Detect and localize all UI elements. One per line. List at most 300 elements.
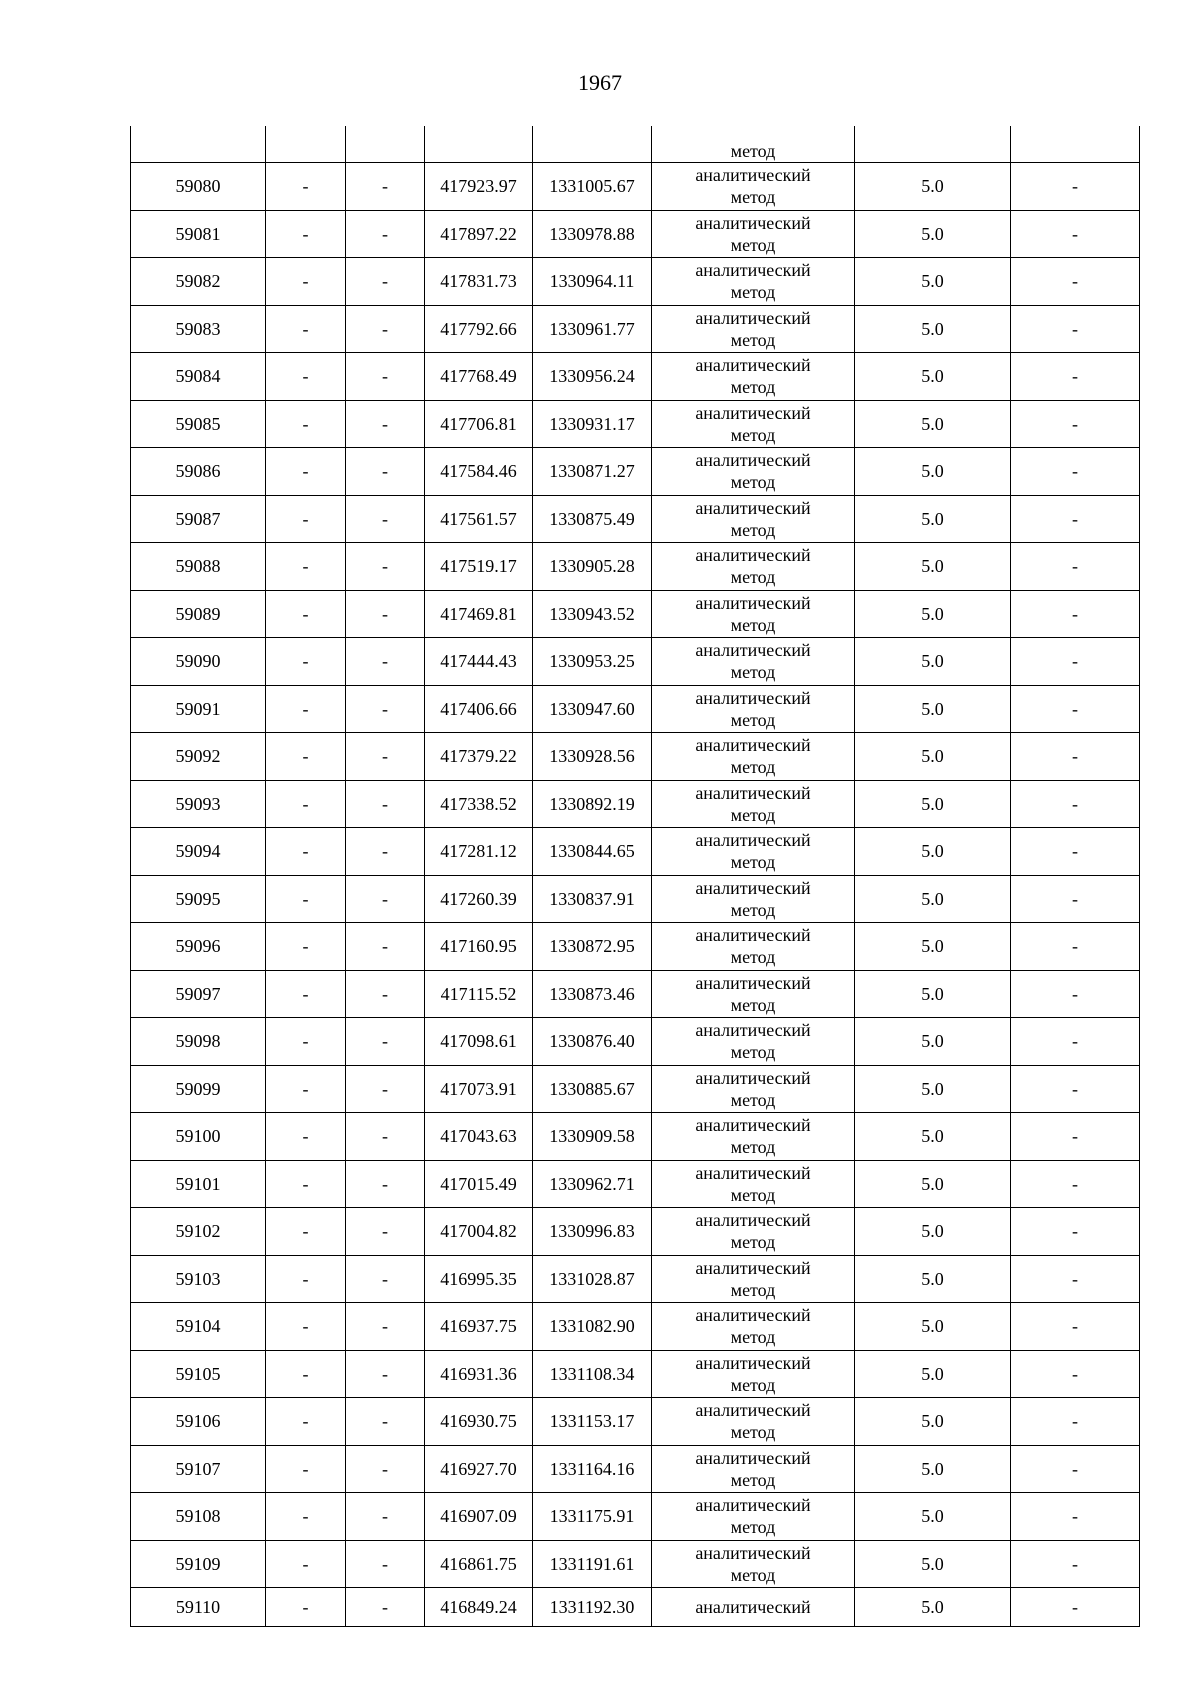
method-cell — [652, 1445, 855, 1493]
dash-cell: - — [346, 638, 425, 686]
dash-cell: - — [346, 970, 425, 1018]
method-line-1: аналитический — [695, 260, 811, 281]
y-coordinate-cell: 1330962.71 — [533, 1160, 652, 1208]
x-coordinate-cell: 417444.43 — [425, 638, 533, 686]
dash-cell: - — [1011, 163, 1140, 211]
x-coordinate-cell: 416937.75 — [425, 1303, 533, 1351]
dash-cell: - — [266, 353, 346, 401]
method-line-1: аналитический — [695, 1210, 811, 1231]
point-id-cell: 59087 — [131, 495, 266, 543]
y-coordinate-cell: 1330956.24 — [533, 353, 652, 401]
dash-cell: - — [1011, 1540, 1140, 1588]
point-id-cell: 59096 — [131, 923, 266, 971]
method-cell — [652, 448, 855, 496]
dash-cell: - — [1011, 970, 1140, 1018]
accuracy-cell: 5.0 — [855, 1540, 1011, 1588]
dash-cell: - — [346, 733, 425, 781]
method-line-2: метод — [730, 1374, 776, 1395]
x-coordinate-cell: 416930.75 — [425, 1398, 533, 1446]
dash-cell: - — [266, 1398, 346, 1446]
point-id-cell: 59083 — [131, 305, 266, 353]
method-line-2: метод — [730, 1232, 776, 1253]
dash-cell: - — [1011, 1445, 1140, 1493]
table-row — [131, 163, 1140, 211]
dash-cell: - — [1011, 543, 1140, 591]
x-coordinate-cell: 417561.57 — [425, 495, 533, 543]
point-id-cell: 59082 — [131, 258, 266, 306]
dash-cell: - — [346, 685, 425, 733]
point-id-cell: 59080 — [131, 163, 266, 211]
method-line-1: аналитический — [695, 165, 811, 186]
dash-cell: - — [346, 780, 425, 828]
table-row — [131, 1018, 1140, 1066]
dash-cell: - — [1011, 1303, 1140, 1351]
y-coordinate-cell: 1331082.90 — [533, 1303, 652, 1351]
x-coordinate-cell: 416927.70 — [425, 1445, 533, 1493]
point-id-cell: 59100 — [131, 1113, 266, 1161]
method-line-2: метод — [730, 329, 776, 350]
point-id-cell: 59091 — [131, 685, 266, 733]
dash-cell: - — [346, 543, 425, 591]
dash-cell: - — [1011, 400, 1140, 448]
accuracy-cell: 5.0 — [855, 780, 1011, 828]
y-coordinate-cell: 1331005.67 — [533, 163, 652, 211]
dash-cell: - — [1011, 638, 1140, 686]
method-line-2: метод — [730, 662, 776, 683]
dash-cell: - — [1011, 1018, 1140, 1066]
method-line-2: метод — [730, 804, 776, 825]
dash-cell: - — [346, 875, 425, 923]
x-coordinate-cell: 417469.81 — [425, 590, 533, 638]
dash-cell: - — [346, 1303, 425, 1351]
dash-cell: - — [266, 638, 346, 686]
point-id-cell: 59107 — [131, 1445, 266, 1493]
x-coordinate-cell: 417706.81 — [425, 400, 533, 448]
dash-cell: - — [1011, 685, 1140, 733]
x-coordinate-cell: 417768.49 — [425, 353, 533, 401]
y-coordinate-cell: 1330872.95 — [533, 923, 652, 971]
method-line-1: аналитический — [695, 1597, 811, 1617]
dash-cell: - — [346, 923, 425, 971]
method-line-2: метод — [730, 994, 776, 1015]
coordinates-table — [130, 126, 1140, 1627]
table-row — [131, 543, 1140, 591]
x-coordinate-cell: 417281.12 — [425, 828, 533, 876]
method-cell — [652, 685, 855, 733]
x-coordinate-cell: 417338.52 — [425, 780, 533, 828]
dash-cell: - — [346, 1350, 425, 1398]
dash-cell: - — [346, 353, 425, 401]
method-cell — [652, 1208, 855, 1256]
y-coordinate-cell: 1330928.56 — [533, 733, 652, 781]
method-line-1: аналитический — [695, 592, 811, 613]
method-cell — [652, 163, 855, 211]
method-line-2: метод — [730, 1137, 776, 1158]
method-cell — [652, 875, 855, 923]
table-row — [131, 1398, 1140, 1446]
method-line-1: аналитический — [695, 450, 811, 471]
x-coordinate-cell: 416907.09 — [425, 1493, 533, 1541]
method-line-2: метод — [730, 1422, 776, 1443]
accuracy-cell: 5.0 — [855, 1160, 1011, 1208]
x-coordinate-cell: 417519.17 — [425, 543, 533, 591]
table-row — [131, 1350, 1140, 1398]
dash-cell: - — [346, 448, 425, 496]
dash-cell: - — [1011, 495, 1140, 543]
dash-cell: - — [1011, 828, 1140, 876]
dash-cell: - — [266, 828, 346, 876]
method-line-2: метод — [730, 282, 776, 303]
y-coordinate-cell: 1331028.87 — [533, 1255, 652, 1303]
accuracy-cell: 5.0 — [855, 1445, 1011, 1493]
y-coordinate-cell: 1330931.17 — [533, 400, 652, 448]
dash-cell: - — [346, 1065, 425, 1113]
accuracy-cell: 5.0 — [855, 258, 1011, 306]
dash-cell: - — [266, 590, 346, 638]
method-cell — [652, 638, 855, 686]
dash-cell: - — [346, 305, 425, 353]
method-line-1: аналитический — [695, 1067, 811, 1088]
accuracy-cell: 5.0 — [855, 210, 1011, 258]
x-coordinate-cell: 417015.49 — [425, 1160, 533, 1208]
dash-cell: - — [266, 448, 346, 496]
y-coordinate-cell: 1330844.65 — [533, 828, 652, 876]
page-number: 1967 — [578, 70, 622, 95]
y-coordinate-cell: 1330961.77 — [533, 305, 652, 353]
point-id-cell: 59101 — [131, 1160, 266, 1208]
dash-cell: - — [1011, 1493, 1140, 1541]
method-line-1: аналитический — [695, 925, 811, 946]
method-cell — [652, 495, 855, 543]
accuracy-cell: 5.0 — [855, 685, 1011, 733]
table-row — [131, 305, 1140, 353]
method-cell — [652, 1588, 855, 1627]
dash-cell: - — [346, 400, 425, 448]
y-coordinate-cell: 1330943.52 — [533, 590, 652, 638]
dash-cell: - — [1011, 780, 1140, 828]
dash-cell: - — [346, 1540, 425, 1588]
dash-cell: - — [1011, 733, 1140, 781]
x-coordinate-cell: 417160.95 — [425, 923, 533, 971]
table-row — [131, 828, 1140, 876]
accuracy-cell: 5.0 — [855, 543, 1011, 591]
dash-cell: - — [1011, 1208, 1140, 1256]
dash-cell: - — [346, 590, 425, 638]
point-id-cell: 59088 — [131, 543, 266, 591]
dash-cell: - — [346, 1018, 425, 1066]
dash-cell: - — [266, 1255, 346, 1303]
y-coordinate-cell: 1330837.91 — [533, 875, 652, 923]
x-coordinate-cell: 416849.24 — [425, 1588, 533, 1627]
method-line-1: аналитический — [695, 1162, 811, 1183]
method-line-1: аналитический — [695, 212, 811, 233]
dash-cell: - — [266, 1113, 346, 1161]
method-line-1: аналитический — [695, 972, 811, 993]
y-coordinate-cell: 1331175.91 — [533, 1493, 652, 1541]
point-id-cell: 59106 — [131, 1398, 266, 1446]
method-line-2: метод — [730, 187, 776, 208]
table-row — [131, 638, 1140, 686]
accuracy-cell: 5.0 — [855, 1255, 1011, 1303]
method-line-1: аналитический — [695, 830, 811, 851]
dash-cell: - — [346, 1208, 425, 1256]
method-line-1: аналитический — [695, 687, 811, 708]
dash-cell: - — [266, 1493, 346, 1541]
accuracy-cell: 5.0 — [855, 590, 1011, 638]
table-row — [131, 210, 1140, 258]
method-cell — [652, 258, 855, 306]
method-cell — [652, 353, 855, 401]
method-cell — [652, 1493, 855, 1541]
point-id-cell: 59102 — [131, 1208, 266, 1256]
point-id-cell: 59099 — [131, 1065, 266, 1113]
table-row — [131, 780, 1140, 828]
method-cell — [652, 1350, 855, 1398]
x-coordinate-cell: 417584.46 — [425, 448, 533, 496]
method-cell — [652, 400, 855, 448]
table-row — [131, 733, 1140, 781]
continuation-row — [131, 126, 1140, 163]
point-id-cell: 59104 — [131, 1303, 266, 1351]
dash-cell: - — [266, 1350, 346, 1398]
dash-cell: - — [346, 1255, 425, 1303]
y-coordinate-cell: 1330905.28 — [533, 543, 652, 591]
point-id-cell: 59097 — [131, 970, 266, 1018]
method-line-1: аналитический — [695, 1020, 811, 1041]
method-line-2: метод — [730, 1279, 776, 1300]
accuracy-cell: 5.0 — [855, 1208, 1011, 1256]
table-row — [131, 400, 1140, 448]
method-line-1: аналитический — [695, 1305, 811, 1326]
dash-cell: - — [1011, 1350, 1140, 1398]
x-coordinate-cell: 416931.36 — [425, 1350, 533, 1398]
method-line-1: аналитический — [695, 877, 811, 898]
accuracy-cell: 5.0 — [855, 1350, 1011, 1398]
dash-cell: - — [1011, 1113, 1140, 1161]
dash-cell: - — [266, 1208, 346, 1256]
accuracy-cell: 5.0 — [855, 400, 1011, 448]
x-coordinate-cell: 417098.61 — [425, 1018, 533, 1066]
method-line-2: метод — [730, 1327, 776, 1348]
method-line-1: аналитический — [695, 1352, 811, 1373]
method-line-1: аналитический — [695, 355, 811, 376]
method-line-1: аналитический — [695, 1257, 811, 1278]
table-row — [131, 685, 1140, 733]
table-row — [131, 1303, 1140, 1351]
method-cell: метод — [652, 126, 855, 163]
method-cell — [652, 1255, 855, 1303]
accuracy-cell: 5.0 — [855, 1398, 1011, 1446]
dash-cell: - — [346, 1445, 425, 1493]
table-row — [131, 923, 1140, 971]
dash-cell: - — [1011, 1065, 1140, 1113]
accuracy-cell: 5.0 — [855, 923, 1011, 971]
y-coordinate-cell: 1330875.49 — [533, 495, 652, 543]
x-coordinate-cell: 417406.66 — [425, 685, 533, 733]
method-line-1: аналитический — [695, 1447, 811, 1468]
table-row — [131, 495, 1140, 543]
dash-cell: - — [1011, 258, 1140, 306]
table-row — [131, 1208, 1140, 1256]
method-cell — [652, 1303, 855, 1351]
point-id-cell: 59105 — [131, 1350, 266, 1398]
x-coordinate-cell: 417260.39 — [425, 875, 533, 923]
dash-cell: - — [346, 1588, 425, 1627]
dash-cell: - — [266, 400, 346, 448]
method-cell — [652, 1018, 855, 1066]
dash-cell: - — [266, 1018, 346, 1066]
point-id-cell: 59095 — [131, 875, 266, 923]
table-row — [131, 1540, 1140, 1588]
method-line-1: аналитический — [695, 1495, 811, 1516]
method-line-2: метод — [730, 852, 776, 873]
y-coordinate-cell: 1330964.11 — [533, 258, 652, 306]
method-line-2: метод — [730, 1089, 776, 1110]
y-coordinate-cell: 1330909.58 — [533, 1113, 652, 1161]
accuracy-cell: 5.0 — [855, 495, 1011, 543]
x-coordinate-cell: 417792.66 — [425, 305, 533, 353]
method-cell — [652, 305, 855, 353]
dash-cell: - — [266, 875, 346, 923]
y-coordinate-cell: 1330871.27 — [533, 448, 652, 496]
table-row — [131, 1113, 1140, 1161]
method-line-1: аналитический — [695, 545, 811, 566]
method-line-2: метод — [730, 757, 776, 778]
table-row — [131, 970, 1140, 1018]
table-row — [131, 353, 1140, 401]
table-row — [131, 1065, 1140, 1113]
y-coordinate-cell: 1331153.17 — [533, 1398, 652, 1446]
y-coordinate-cell: 1330953.25 — [533, 638, 652, 686]
accuracy-cell: 5.0 — [855, 638, 1011, 686]
y-coordinate-cell: 1330873.46 — [533, 970, 652, 1018]
dash-cell: - — [1011, 448, 1140, 496]
dash-cell: - — [266, 733, 346, 781]
method-line-2: метод — [730, 1517, 776, 1538]
dash-cell: - — [1011, 1398, 1140, 1446]
accuracy-cell: 5.0 — [855, 1113, 1011, 1161]
method-line-2: метод — [730, 519, 776, 540]
dash-cell: - — [1011, 1588, 1140, 1627]
dash-cell: - — [346, 210, 425, 258]
method-line-1: аналитический — [695, 1115, 811, 1136]
point-id-cell: 59108 — [131, 1493, 266, 1541]
dash-cell: - — [266, 210, 346, 258]
dash-cell: - — [1011, 875, 1140, 923]
point-id-cell: 59110 — [131, 1588, 266, 1627]
x-coordinate-cell: 417043.63 — [425, 1113, 533, 1161]
method-line-1: аналитический — [695, 497, 811, 518]
x-coordinate-cell: 416995.35 — [425, 1255, 533, 1303]
table-row — [131, 1160, 1140, 1208]
point-id-cell: 59109 — [131, 1540, 266, 1588]
accuracy-cell: 5.0 — [855, 733, 1011, 781]
x-coordinate-cell: 417073.91 — [425, 1065, 533, 1113]
method-cell — [652, 923, 855, 971]
method-cell — [652, 1160, 855, 1208]
accuracy-cell: 5.0 — [855, 1588, 1011, 1627]
y-coordinate-cell: 1330892.19 — [533, 780, 652, 828]
point-id-cell: 59098 — [131, 1018, 266, 1066]
dash-cell: - — [266, 495, 346, 543]
dash-cell: - — [1011, 590, 1140, 638]
method-cell — [652, 1540, 855, 1588]
y-coordinate-cell: 1331108.34 — [533, 1350, 652, 1398]
method-cell — [652, 590, 855, 638]
method-line-1: аналитический — [695, 402, 811, 423]
accuracy-cell: 5.0 — [855, 1493, 1011, 1541]
dash-cell: - — [266, 923, 346, 971]
point-id-cell: 59085 — [131, 400, 266, 448]
dash-cell: - — [266, 1588, 346, 1627]
y-coordinate-cell: 1330996.83 — [533, 1208, 652, 1256]
method-line-1: аналитический — [695, 782, 811, 803]
accuracy-cell: 5.0 — [855, 305, 1011, 353]
method-line-2: метод — [730, 1564, 776, 1585]
accuracy-cell: 5.0 — [855, 875, 1011, 923]
point-id-cell: 59093 — [131, 780, 266, 828]
x-coordinate-cell: 416861.75 — [425, 1540, 533, 1588]
dash-cell: - — [346, 1493, 425, 1541]
point-id-cell: 59092 — [131, 733, 266, 781]
accuracy-cell: 5.0 — [855, 1018, 1011, 1066]
dash-cell: - — [346, 1113, 425, 1161]
point-id-cell: 59086 — [131, 448, 266, 496]
method-line-2: метод — [730, 709, 776, 730]
method-line-1: аналитический — [695, 735, 811, 756]
dash-cell: - — [266, 1160, 346, 1208]
y-coordinate-cell: 1331192.30 — [533, 1588, 652, 1627]
accuracy-cell: 5.0 — [855, 448, 1011, 496]
table-row — [131, 590, 1140, 638]
dash-cell: - — [266, 685, 346, 733]
method-line-2: метод — [730, 1469, 776, 1490]
dash-cell: - — [346, 828, 425, 876]
method-cell — [652, 970, 855, 1018]
method-cell — [652, 543, 855, 591]
method-cell — [652, 1065, 855, 1113]
method-cell — [652, 1398, 855, 1446]
dash-cell: - — [1011, 1160, 1140, 1208]
dash-cell: - — [346, 163, 425, 211]
method-cell — [652, 210, 855, 258]
method-line-1: аналитический — [695, 1542, 811, 1563]
x-coordinate-cell: 417004.82 — [425, 1208, 533, 1256]
point-id-cell: 59084 — [131, 353, 266, 401]
accuracy-cell: 5.0 — [855, 1065, 1011, 1113]
dash-cell: - — [266, 1445, 346, 1493]
dash-cell: - — [266, 543, 346, 591]
table-row — [131, 1445, 1140, 1493]
y-coordinate-cell: 1330978.88 — [533, 210, 652, 258]
dash-cell: - — [266, 258, 346, 306]
accuracy-cell: 5.0 — [855, 163, 1011, 211]
method-line-2: метод — [730, 614, 776, 635]
dash-cell: - — [346, 1160, 425, 1208]
x-coordinate-cell: 417115.52 — [425, 970, 533, 1018]
y-coordinate-cell: 1331191.61 — [533, 1540, 652, 1588]
table-row — [131, 1493, 1140, 1541]
method-cell — [652, 780, 855, 828]
dash-cell: - — [266, 1540, 346, 1588]
table-row — [131, 258, 1140, 306]
method-line-2: метод — [730, 899, 776, 920]
dash-cell: - — [266, 305, 346, 353]
y-coordinate-cell: 1330876.40 — [533, 1018, 652, 1066]
y-coordinate-cell: 1331164.16 — [533, 1445, 652, 1493]
dash-cell: - — [346, 258, 425, 306]
method-line-2: метод — [730, 567, 776, 588]
